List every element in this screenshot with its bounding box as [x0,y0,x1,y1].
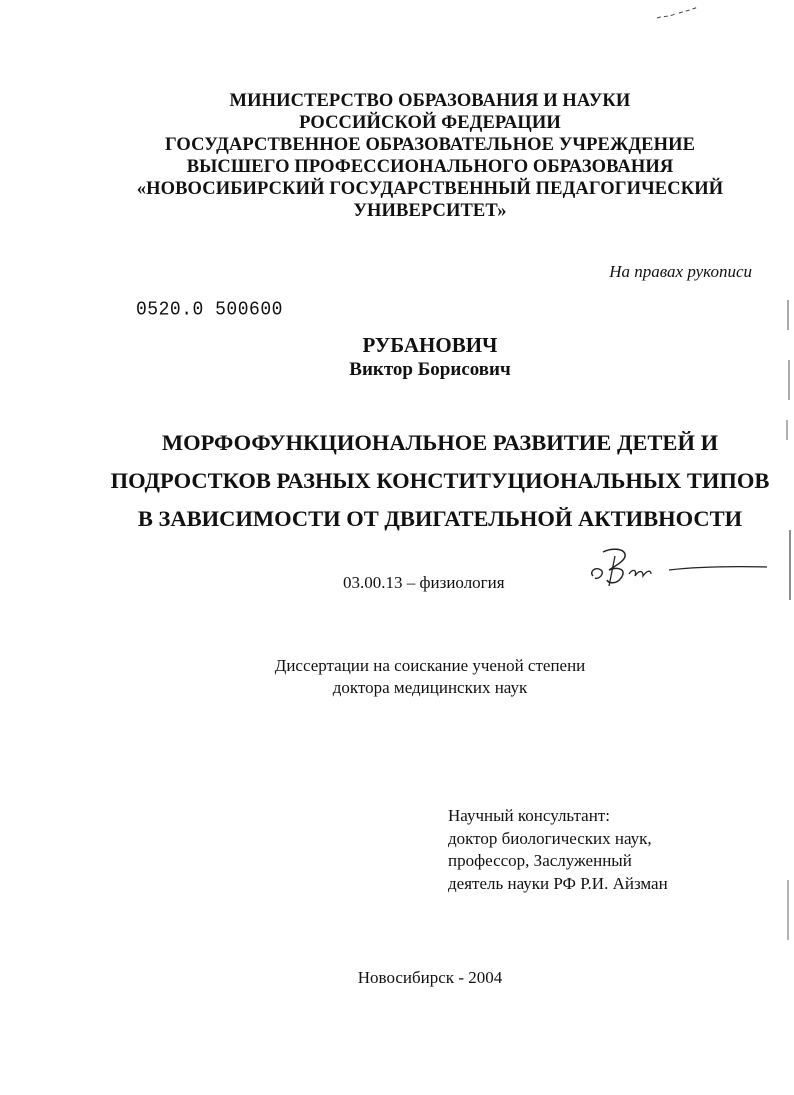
title-line: МОРФОФУНКЦИОНАЛЬНОЕ РАЗВИТИЕ ДЕТЕЙ И [161,430,719,455]
advisor-line: профессор, Заслуженный [448,851,632,870]
author-given-names: Виктор Борисович [349,359,511,380]
degree-statement [120,655,740,699]
scan-edge-marks [774,0,794,1095]
header-line: РОССИЙСКОЙ ФЕДЕРАЦИИ [299,113,561,133]
header-line: «НОВОСИБИРСКИЙ ГОСУДАРСТВЕННЫЙ ПЕДАГОГИЧЕСКИЙ [136,179,724,199]
margin-scribble [655,5,700,21]
title-line: ПОДРОСТКОВ РАЗНЫХ КОНСТИТУЦИОНАЛЬНЫХ ТИПОВ [110,468,770,493]
manuscript-rights-note: На правах рукописи [609,262,752,281]
city-year-footer: Новосибирск - 2004 [357,968,503,987]
advisor-line: деятель науки РФ Р.И. Айзман [448,873,668,893]
degree-line: доктора медицинских наук [332,678,528,697]
library-serial-number: 0520.0 500600 [136,299,283,321]
header-line: ВЫСШЕГО ПРОФЕССИОНАЛЬНОГО ОБРАЗОВАНИЯ [186,157,674,177]
scientific-advisor [448,805,668,895]
title-line: В ЗАВИСИМОСТИ ОТ ДВИГАТЕЛЬНОЙ АКТИВНОСТИ [137,506,743,531]
header-line: МИНИСТЕРСТВО ОБРАЗОВАНИЯ И НАУКИ [229,91,631,111]
handwritten-signature [585,540,770,600]
institution-header [120,90,740,222]
degree-line: Диссертации на соискание ученой степени [274,656,586,675]
author-surname: РУБАНОВИЧ [362,333,498,357]
dissertation-title [110,424,770,538]
advisor-line: доктор биологических наук, [448,828,652,848]
header-line: УНИВЕРСИТЕТ» [353,201,507,221]
specialty-code: 03.00.13 – физиология [343,573,505,592]
advisor-line: Научный консультант: [448,806,610,825]
header-line: ГОСУДАРСТВЕННОЕ ОБРАЗОВАТЕЛЬНОЕ УЧРЕЖДЕНИЕ [164,135,696,155]
